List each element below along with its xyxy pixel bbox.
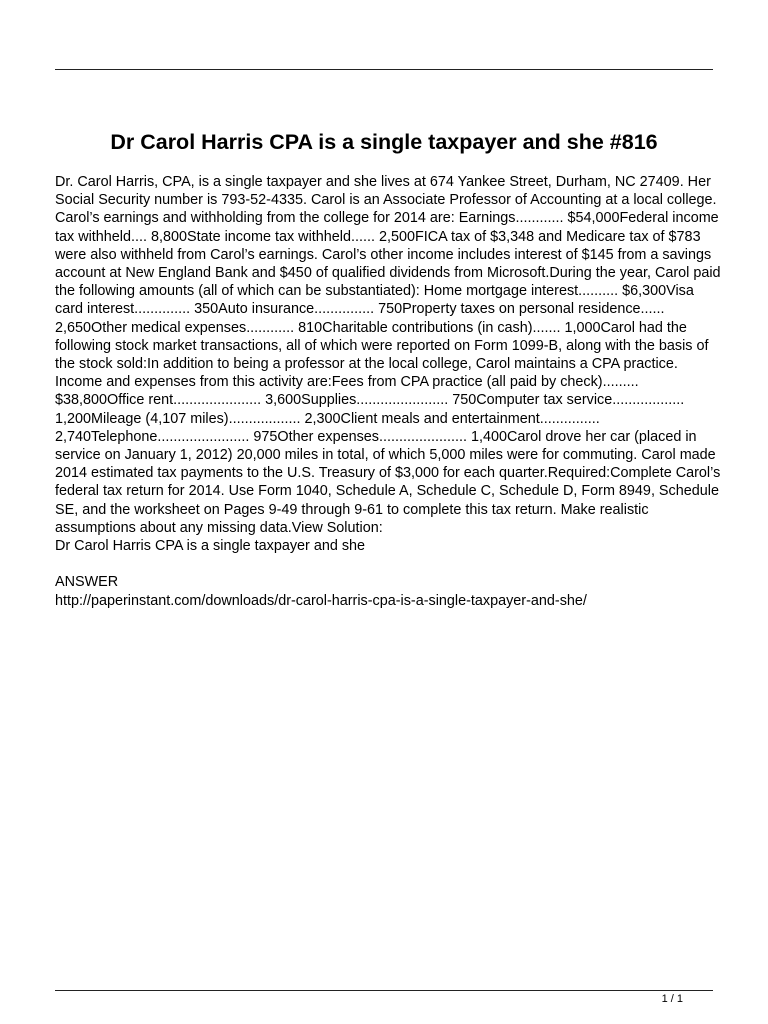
header-divider <box>55 69 713 70</box>
footer-divider <box>55 990 713 991</box>
document-body <box>55 173 721 610</box>
page-number: 1 / 1 <box>661 993 683 1005</box>
answer-url[interactable]: http://paperinstant.com/downloads/dr-carol-harris-cpa-is-a-single-taxpayer-and-she/ <box>55 592 587 609</box>
solution-line: Dr Carol Harris CPA is a single taxpayer and she <box>55 538 366 555</box>
paragraph-gap <box>55 555 721 573</box>
answer-label: ANSWER <box>55 574 119 591</box>
document-title: Dr Carol Harris CPA is a single taxpayer and she #816 <box>110 130 658 154</box>
problem-text: Dr. Carol Harris, CPA, is a single taxpayer and she lives at 674 Yankee Street, Durham, NC 27409. Her Social Security number is 793-52-4335. Carol is an Associate Professor of Accounting at a local college. Carol’s earnings and withholding from the college for 2014 are: Earnings............ $54,000Federal income tax withheld.... 8,800State income tax withheld...... 2,500FICA tax of $3,348 and Medicare tax of $783 were also withheld from Carol’s earnings. Carol’s other income includes interest of $145 from a savings account at New England Bank and $450 of qualified dividends from Microsoft.During the year, Carol paid the following amounts (all of which can be substantiated): Home mortgage interest.......... $6,300Visa card interest.............. 350Auto insurance............... 750Property taxes on personal residence...... 2,650Other medical expenses............ 810Charitable contributions (in cash)....... 1,000Carol had the following stock market transactions, all of which were reported on Form 1099-B, along with the basis of the stock sold:In addition to being a professor at the local college, Carol maintains a CPA practice. Income and expenses from this activity are:Fees from CPA practice (all paid by check)......... $38,800Office rent...................... 3,600Supplies....................... 750Computer tax service.................. 1,200Mileage (4,107 miles).................. 2,300Client meals and entertainment............... 2,740Telephone....................... 975Other expenses...................... 1,400Carol drove her car (placed in service on January 1, 2012) 20,000 miles in total, of which 5,000 miles were for commuting. Carol made 2014 estimated tax payments to the U.S. Treasury of $3,000 for each quarter.Required:Complete Carol’s federal tax return for 2014. Use Form 1040, Schedule A, Schedule C, Schedule D, Form 8949, Schedule SE, and the worksheet on Pages 9-49 through 9-61 to complete this tax return. Make realistic assumptions about any missing data.View Solution: <box>55 174 721 536</box>
